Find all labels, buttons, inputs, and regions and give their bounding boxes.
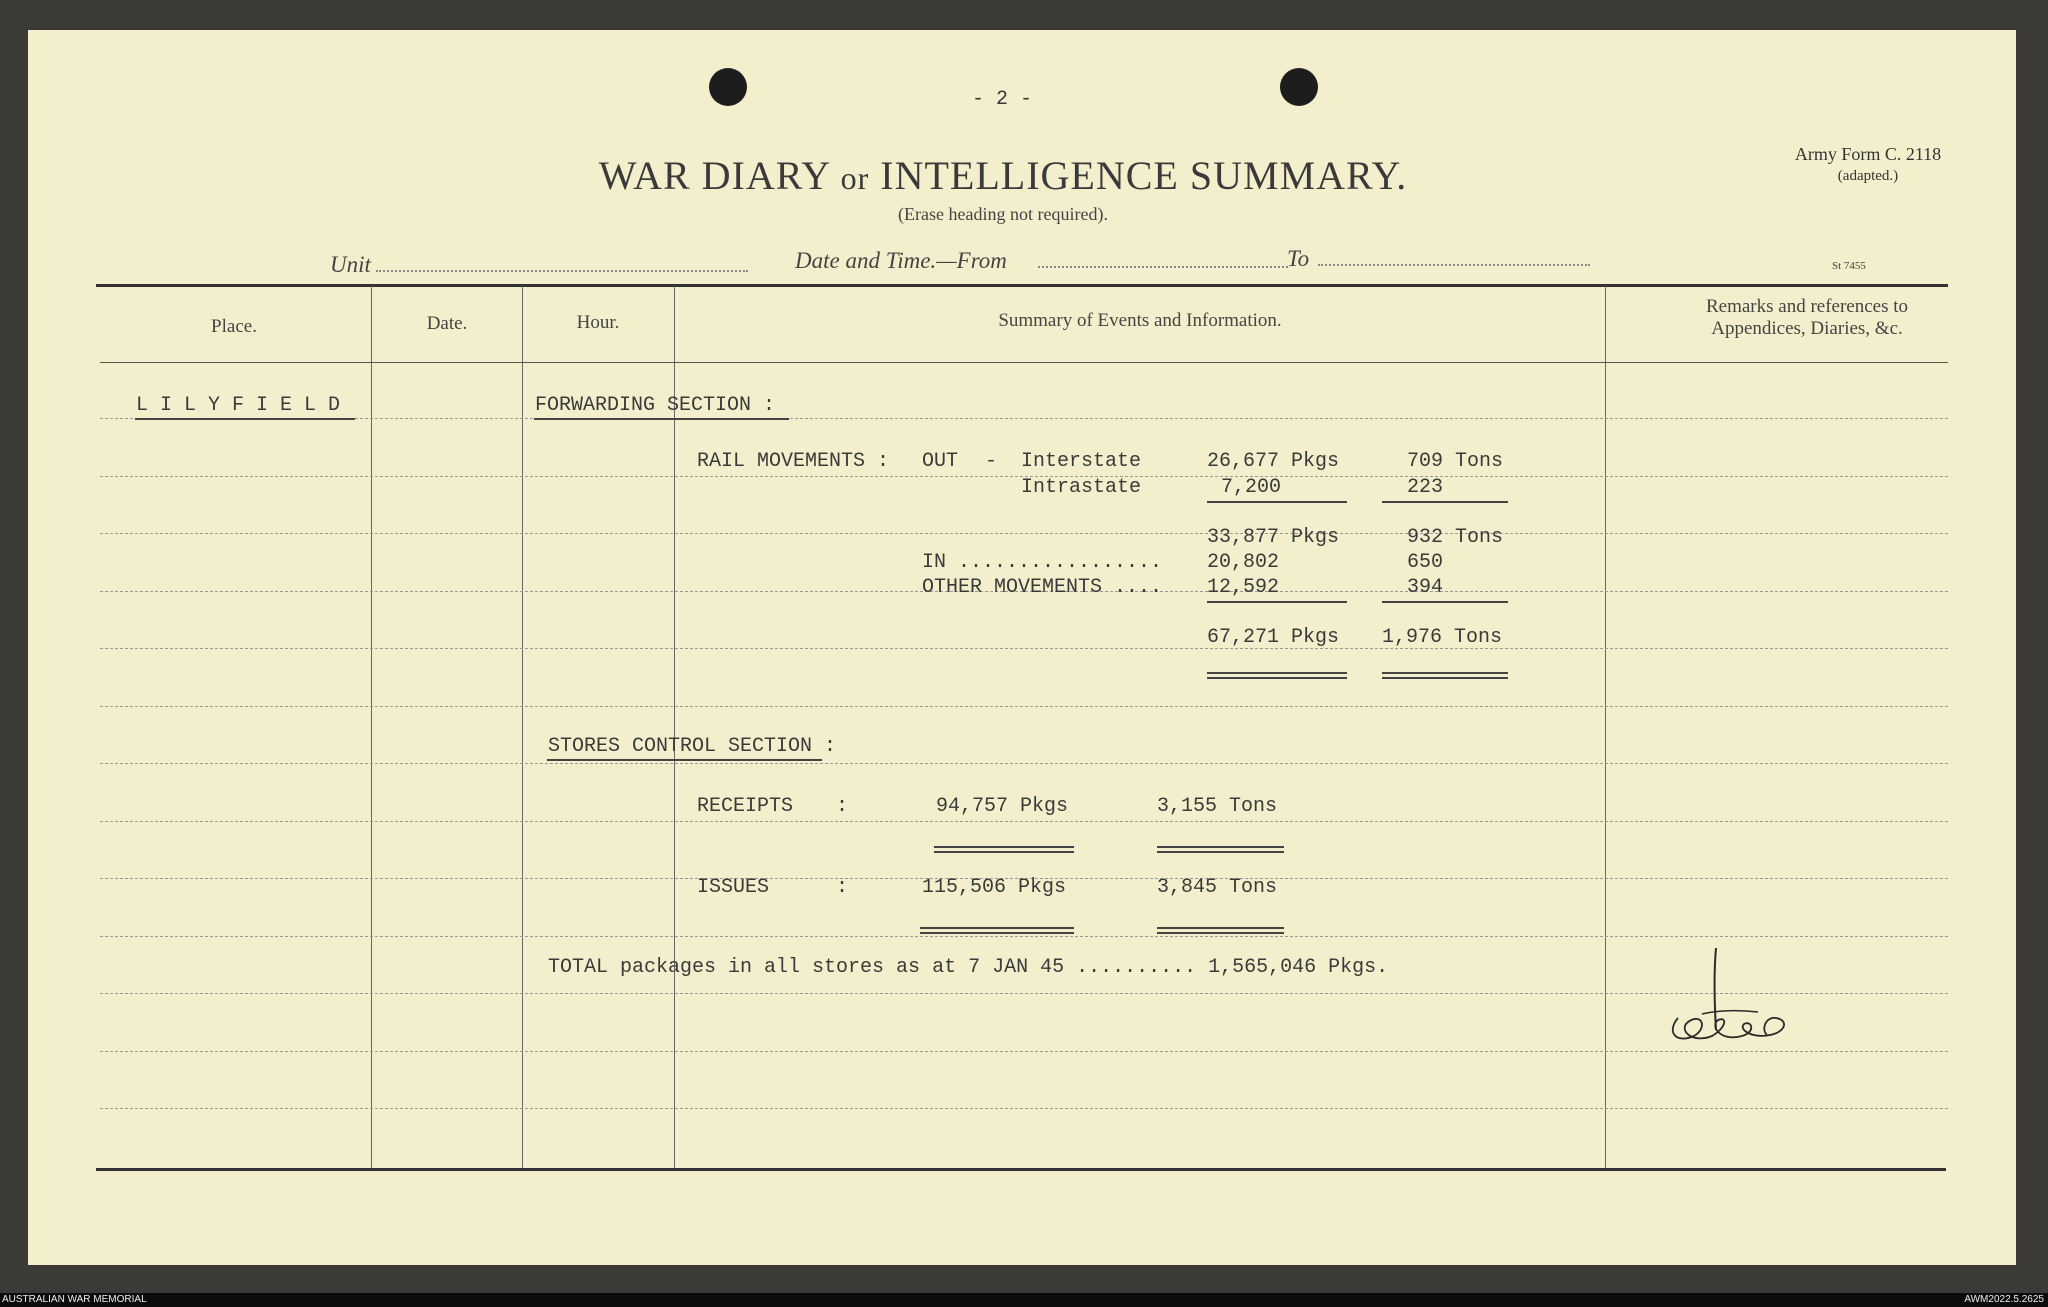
intrastate-tons: 223 <box>1407 476 1444 499</box>
ruled-line <box>100 418 1948 419</box>
receipts-label: RECEIPTS <box>697 795 794 818</box>
total-pkgs-double-rule <box>1207 672 1347 674</box>
total-stores-line: TOTAL packages in all stores as at 7 JAN 45 .......... 1,565,046 Pkgs. <box>548 956 1389 979</box>
in-label: IN ................. <box>922 551 1163 574</box>
receipts-pkgs-double-rule <box>934 846 1074 848</box>
issues-tons-double-rule <box>1157 927 1284 929</box>
forwarding-section-heading: FORWARDING SECTION : <box>535 394 776 417</box>
interstate-tons: 709 Tons <box>1407 450 1504 473</box>
total-pkgs: 67,271 Pkgs <box>1207 626 1340 649</box>
intrastate-pkgs: 7,200 <box>1221 476 1282 499</box>
punch-hole-right <box>1280 68 1318 106</box>
table-top-rule <box>96 284 1948 287</box>
issues-colon: : <box>836 876 849 899</box>
header-remarks-line2: Appendices, Diaries, &c. <box>1711 318 1903 339</box>
army-form-adapted: (adapted.) <box>1837 168 1899 184</box>
ruled-line <box>100 648 1948 649</box>
interstate-pkgs: 26,677 Pkgs <box>1207 450 1340 473</box>
footer-bar <box>0 1293 2048 1307</box>
receipts-tons-double-rule <box>1157 851 1284 853</box>
total-tons-double-rule <box>1382 677 1508 679</box>
subtotal-tons: 932 Tons <box>1407 526 1504 549</box>
rail-movements-label: RAIL MOVEMENTS : <box>697 450 890 473</box>
header-date: Date. <box>426 313 468 334</box>
date-from-field <box>1038 266 1288 268</box>
ruled-line <box>100 936 1948 937</box>
subtotal-tons-rule <box>1382 501 1508 503</box>
header-rule <box>100 362 1948 363</box>
header-summary: Summary of Events and Information. <box>998 310 1282 331</box>
to-label: To <box>1287 246 1310 271</box>
date-to-field <box>1318 264 1590 266</box>
total-tons-double-rule <box>1382 672 1508 674</box>
total-pkgs-rule <box>1207 601 1347 603</box>
issues-pkgs: 115,506 Pkgs <box>922 876 1067 899</box>
header-place: Place. <box>211 316 257 337</box>
issues-tons-double-rule <box>1157 932 1284 934</box>
form-title-part1: WAR DIARY <box>598 153 830 198</box>
table-bottom-rule <box>96 1168 1946 1171</box>
subtotal-pkgs: 33,877 Pkgs <box>1207 526 1340 549</box>
issues-tons: 3,845 Tons <box>1157 876 1278 899</box>
in-pkgs: 20,802 <box>1207 551 1280 574</box>
place-entry: L I L Y F I E L D <box>136 394 341 417</box>
forwarding-underline <box>534 418 789 420</box>
total-pkgs-double-rule <box>1207 677 1347 679</box>
footer-right: AWM2022.5.2625 <box>1964 1294 2044 1305</box>
receipts-tons: 3,155 Tons <box>1157 795 1278 818</box>
stock-number: St 7455 <box>1832 260 1866 272</box>
ruled-line <box>100 1051 1948 1052</box>
intrastate-label: Intrastate <box>1021 476 1142 499</box>
issues-pkgs-double-rule <box>920 927 1074 929</box>
other-movements-tons: 394 <box>1407 576 1444 599</box>
receipts-pkgs-double-rule <box>934 851 1074 853</box>
header-hour: Hour. <box>576 312 620 333</box>
ruled-line <box>100 763 1948 764</box>
total-tons-rule <box>1382 601 1508 603</box>
signature-initials <box>1648 940 1808 1050</box>
form-title <box>528 152 1478 199</box>
form-title-or: or <box>840 160 870 196</box>
issues-label: ISSUES <box>697 876 770 899</box>
date-time-label: Date and Time.—From <box>795 248 1007 273</box>
stores-control-underline <box>547 759 822 761</box>
footer-left: AUSTRALIAN WAR MEMORIAL <box>2 1294 147 1305</box>
in-tons: 650 <box>1407 551 1444 574</box>
army-form-label: Army Form C. 2118 <box>1794 144 1942 164</box>
receipts-pkgs: 94,757 Pkgs <box>936 795 1069 818</box>
diary-page <box>28 30 2016 1265</box>
ruled-line <box>100 1108 1948 1109</box>
ruled-line <box>100 706 1948 707</box>
header-remarks-line1: Remarks and references to <box>1705 296 1909 317</box>
form-title-part2: INTELLIGENCE SUMMARY. <box>880 153 1408 198</box>
place-underline <box>135 418 355 420</box>
receipts-colon: : <box>836 795 849 818</box>
subtotal-pkgs-rule <box>1207 501 1347 503</box>
other-movements-label: OTHER MOVEMENTS .... <box>922 576 1163 599</box>
receipts-tons-double-rule <box>1157 846 1284 848</box>
ruled-line <box>100 533 1948 534</box>
other-movements-pkgs: 12,592 <box>1207 576 1280 599</box>
total-tons: 1,976 Tons <box>1382 626 1503 649</box>
form-subtitle: (Erase heading not required). <box>898 204 1108 224</box>
unit-field <box>376 270 748 272</box>
page-number: - 2 - <box>972 88 1033 111</box>
out-label: OUT <box>922 450 959 473</box>
issues-pkgs-double-rule <box>920 932 1074 934</box>
ruled-line <box>100 821 1948 822</box>
unit-label: Unit <box>330 252 371 277</box>
out-dash: - <box>985 450 998 473</box>
punch-hole-left <box>709 68 747 106</box>
interstate-label: Interstate <box>1021 450 1142 473</box>
stores-control-heading: STORES CONTROL SECTION : <box>548 735 837 758</box>
